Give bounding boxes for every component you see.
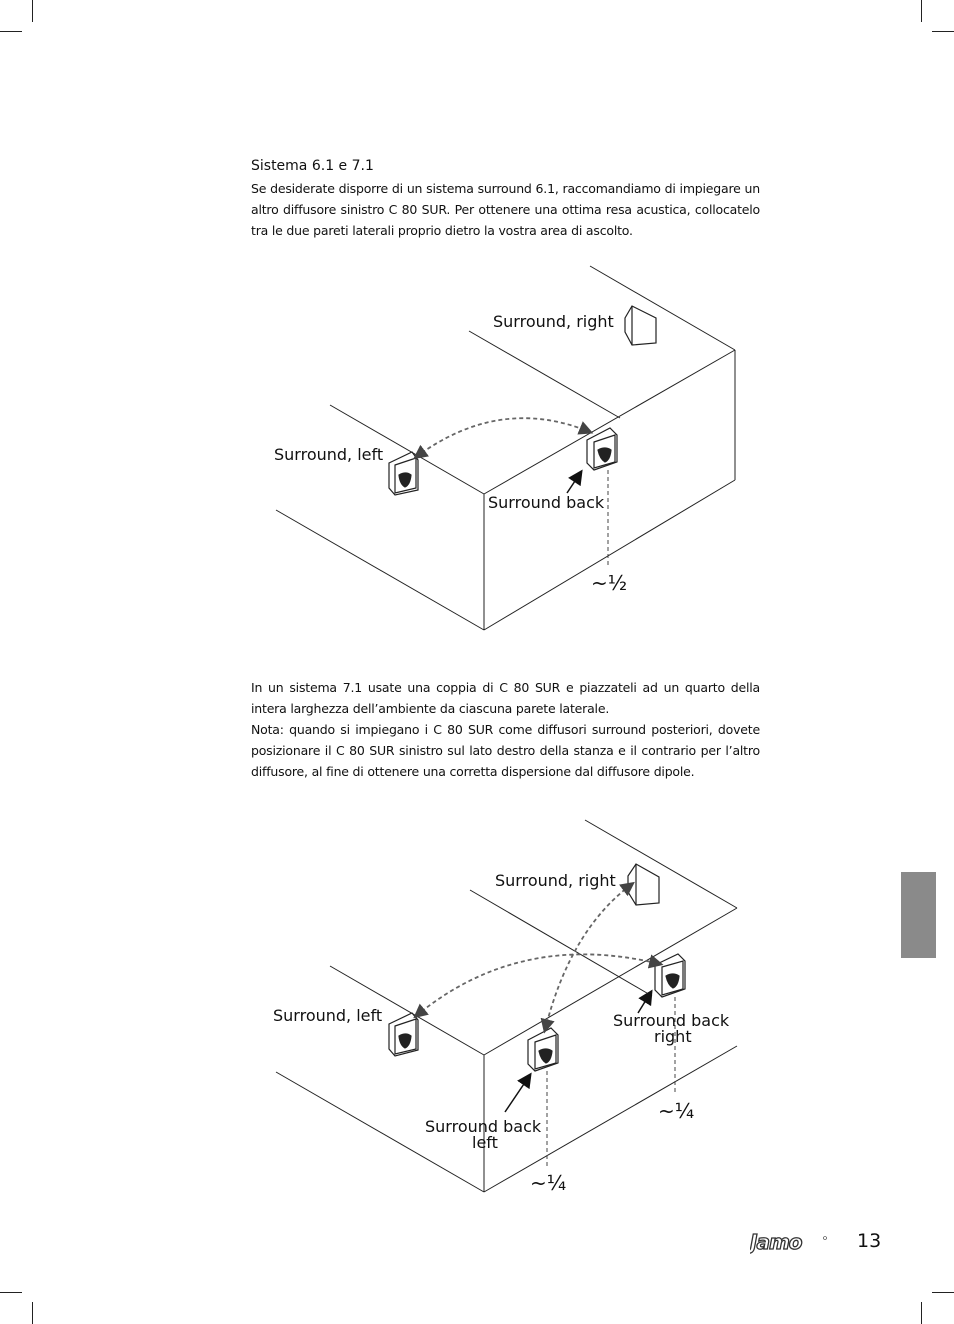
label-surround-back-right: Surround back xyxy=(613,1011,730,1030)
diagram-6-1-layout xyxy=(260,258,760,638)
pointer-arrow xyxy=(638,992,651,1013)
jamo-logo xyxy=(750,1232,828,1254)
speaker-surround-back-right-icon xyxy=(655,954,685,997)
section-tab-marker xyxy=(901,872,936,958)
section-title: Sistema 6.1 e 7.1 xyxy=(251,158,374,174)
crop-mark xyxy=(921,0,922,22)
diagram-7-1-layout xyxy=(260,810,750,1200)
label-surround-right: Surround, right xyxy=(493,312,614,331)
label-surround-back: Surround back xyxy=(488,493,605,512)
label-position-fraction: ~½ xyxy=(591,571,628,595)
label-fraction-right: ~¼ xyxy=(658,1099,695,1123)
section-6-1-text xyxy=(251,157,760,241)
page-number: 13 xyxy=(857,1230,882,1252)
label-surround-right: Surround, right xyxy=(495,871,616,890)
crop-mark xyxy=(0,1292,22,1293)
crop-mark xyxy=(932,31,954,32)
pointer-arrow xyxy=(505,1075,530,1112)
label-fraction-left: ~¼ xyxy=(530,1171,567,1195)
svg-text:Jamo: Jamo xyxy=(750,1232,802,1254)
speaker-surround-right-icon xyxy=(625,306,656,345)
pointer-arrow xyxy=(567,472,581,493)
speaker-surround-left-icon xyxy=(389,1013,418,1056)
crop-mark xyxy=(32,0,33,22)
dispersion-arc xyxy=(416,954,660,1016)
crop-mark xyxy=(921,1302,922,1324)
label-surround-left: Surround, left xyxy=(273,1006,383,1025)
label-surround-left: Surround, left xyxy=(274,445,384,464)
crop-mark xyxy=(32,1302,33,1324)
dispersion-arc xyxy=(416,418,590,457)
crop-mark xyxy=(932,1292,954,1293)
section-body: Se desiderate disporre di un sistema surround 6.1, raccomandiamo di impiegare un altro diffusore sinistro C 80 SUR. Per ottenere una ottima resa acustica, collocatelo tra le due pareti laterali proprio dietro la vostra area di ascolto. xyxy=(251,181,760,238)
section-body: In un sistema 7.1 usate una coppia di C 80 SUR e piazzateli ad un quarto della intera larghezza dell’ambiente da ciascuna parete laterale. xyxy=(251,680,760,716)
speaker-surround-right-icon xyxy=(628,864,659,905)
label-surround-back-right-2: right xyxy=(654,1027,692,1046)
label-surround-back-left-2: left xyxy=(472,1133,498,1152)
speaker-surround-back-left-icon xyxy=(528,1028,558,1071)
section-7-1-text xyxy=(251,677,760,782)
speaker-surround-back-icon xyxy=(587,428,617,470)
crop-mark xyxy=(0,31,22,32)
speaker-surround-left-icon xyxy=(389,452,418,495)
section-note: Nota: quando si impiegano i C 80 SUR come diffusori surround posteriori, dovete posizionare il C 80 SUR sinistro sul lato destro della stanza e il contrario per l’altro diffusore, al fine di ottenere una corretta dispersione dal diffusore dipole. xyxy=(251,722,760,779)
label-surround-back-left: Surround back xyxy=(425,1117,542,1136)
